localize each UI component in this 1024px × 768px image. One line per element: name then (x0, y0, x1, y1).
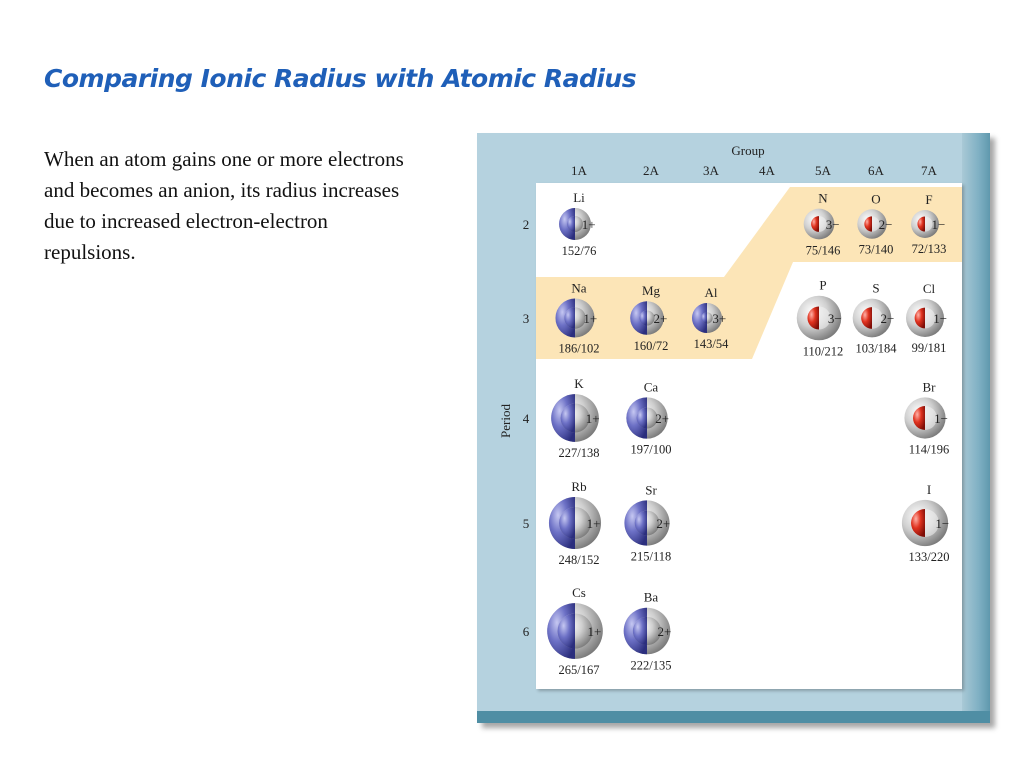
slide-title: Comparing Ionic Radius with Atomic Radius (44, 64, 637, 93)
radius-values: 248/152 (558, 553, 600, 568)
ion-charge: 3− (827, 311, 842, 326)
ion-charge: 1− (931, 217, 946, 232)
ion-charge: 2+ (656, 516, 671, 531)
element-symbol: Sr (645, 482, 657, 498)
period-label-4: 4 (522, 411, 530, 426)
radius-values: 222/135 (630, 658, 672, 673)
radius-values: 186/102 (558, 341, 600, 356)
element-cell-rb (549, 479, 601, 567)
group-label-5a: 5A (815, 163, 831, 178)
period-label-3: 3 (522, 311, 530, 326)
ion-charge: 1− (935, 516, 950, 531)
radius-values: 160/72 (633, 338, 669, 353)
radius-values: 227/138 (558, 445, 600, 460)
group-header: Group (731, 143, 765, 158)
ion-charge: 2+ (655, 411, 670, 426)
element-symbol: Rb (571, 478, 587, 494)
radius-values: 143/54 (693, 337, 729, 352)
element-symbol: P (819, 277, 827, 293)
ion-charge: 1+ (587, 624, 602, 639)
radius-values: 103/184 (855, 341, 897, 356)
radius-values: 215/118 (630, 549, 672, 564)
ion-charge: 1+ (586, 516, 601, 531)
element-symbol: Ba (643, 589, 659, 605)
element-cell-ca (626, 379, 671, 456)
element-symbol: S (872, 280, 880, 296)
element-cell-s (853, 281, 898, 356)
element-symbol: O (871, 191, 881, 207)
radius-values: 99/181 (911, 341, 947, 356)
element-symbol: I (926, 481, 932, 497)
group-label-4a: 4A (759, 163, 775, 178)
ion-charge: 1− (934, 411, 949, 426)
element-symbol: Cl (922, 280, 936, 296)
group-label-2a: 2A (643, 163, 659, 178)
element-cell-k (551, 376, 599, 460)
radius-values: 152/76 (561, 243, 597, 258)
element-symbol: Al (704, 284, 718, 300)
ion-charge: 2+ (653, 311, 668, 326)
radius-values: 75/146 (805, 243, 841, 258)
highlight-band (536, 187, 962, 359)
ion-charge: 3− (825, 217, 840, 232)
element-cell-br (904, 379, 949, 456)
ion-charge: 1− (933, 311, 948, 326)
element-cell-cs (547, 585, 603, 677)
element-symbol: Ca (643, 379, 659, 395)
radius-values: 265/167 (558, 662, 600, 677)
radius-values: 110/212 (802, 344, 844, 359)
element-symbol: Mg (641, 283, 661, 299)
element-symbol: K (574, 376, 584, 392)
group-label-6a: 6A (868, 163, 884, 178)
element-symbol: Na (571, 280, 587, 296)
group-label-7a: 7A (921, 163, 937, 178)
element-cell-ba (624, 590, 672, 673)
element-cell-p (797, 278, 844, 359)
ion-charge: 3+ (712, 311, 727, 326)
ion-charge: 1+ (583, 311, 598, 326)
element-symbol: N (818, 190, 828, 206)
element-symbol: Br (922, 379, 936, 395)
radius-values: 72/133 (911, 241, 947, 256)
group-label-1a: 1A (571, 163, 587, 178)
period-label-5: 5 (522, 516, 530, 531)
period-label-6: 6 (522, 624, 530, 639)
radius-values: 197/100 (630, 442, 672, 457)
element-cell-i (902, 482, 950, 564)
radius-values: 133/220 (908, 550, 950, 565)
element-cell-cl (906, 281, 947, 355)
radius-values: 114/196 (908, 442, 950, 457)
ion-charge: 1+ (585, 411, 600, 426)
radius-values: 73/140 (858, 242, 894, 257)
slide-body-text: When an atom gains one or more electrons and becomes an anion, its radius increases due to increased electron-electron repulsions. (44, 147, 404, 264)
ion-charge: 2− (878, 217, 893, 232)
element-symbol: Cs (572, 585, 586, 601)
ion-charge: 2+ (657, 624, 672, 639)
ion-charge: 1+ (581, 217, 596, 232)
element-symbol: Li (573, 190, 585, 206)
group-label-3a: 3A (703, 163, 719, 178)
period-label: Period (498, 404, 513, 438)
element-cell-li (559, 190, 596, 258)
element-symbol: F (925, 192, 933, 208)
element-cell-sr (624, 482, 671, 563)
ion-charge: 2− (880, 311, 895, 326)
period-label-2: 2 (522, 217, 530, 232)
